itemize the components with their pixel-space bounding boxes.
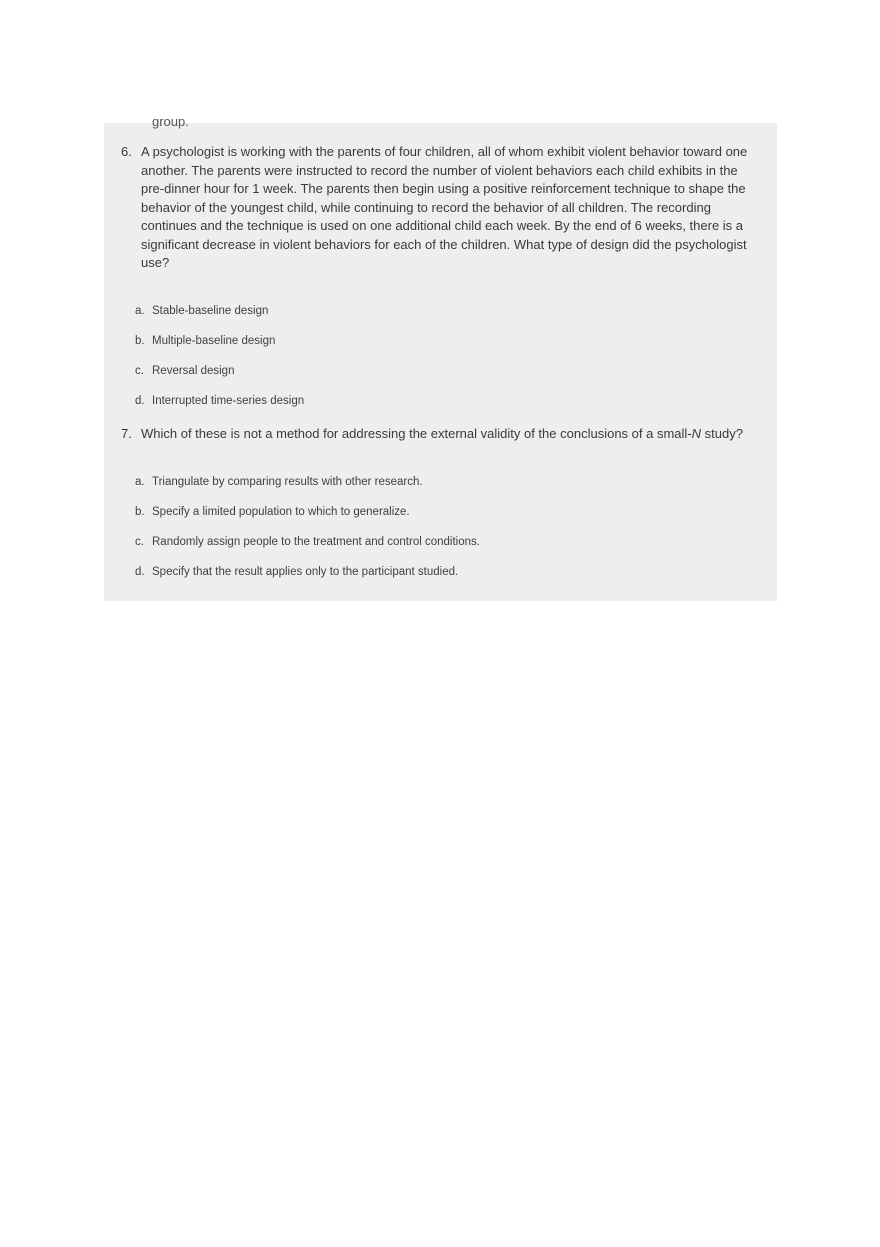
option-text: Specify that the result applies only to the participant studied.: [152, 566, 459, 578]
question-text: Which of these is not a method for addressing the external validity of the conclusions of a small-N study?: [141, 426, 743, 441]
option-text: Stable-baseline design: [152, 305, 269, 317]
option-letter: a.: [135, 476, 145, 488]
option-6a: [135, 304, 268, 319]
option-6c: [135, 364, 234, 379]
option-letter: c.: [135, 365, 144, 377]
question-number: 7.: [121, 426, 132, 441]
question-panel: [104, 114, 777, 601]
question-6: [121, 143, 761, 273]
question-7: [121, 425, 761, 444]
question-text: A psychologist is working with the parents of four children, all of whom exhibit violent behavior toward one another. The parents were instructed to record the number of violent behaviors each child exhibits in the pre-dinner hour for 1 week. The parents then begin using a positive reinforcement technique to shape the behavior of the youngest child, while continuing to record the behavior of all children. The recording continues and the technique is used on one additional child each week. By the end of 6 weeks, there is a significant decrease in violent behaviors for each of the children. What type of design did the psychologist use?: [141, 144, 748, 270]
option-letter: c.: [135, 536, 144, 548]
option-6b: [135, 334, 275, 349]
option-letter: b.: [135, 506, 145, 518]
option-letter: d.: [135, 395, 145, 407]
option-letter: b.: [135, 335, 145, 347]
option-7a: [135, 475, 423, 490]
option-7c: [135, 535, 480, 550]
option-7d: [135, 565, 458, 580]
italic-n: N: [691, 426, 702, 441]
option-letter: a.: [135, 305, 145, 317]
option-7b: [135, 505, 410, 520]
option-text: Multiple-baseline design: [152, 335, 276, 347]
option-letter: d.: [135, 566, 145, 578]
previous-question-fragment: group.: [152, 114, 189, 129]
option-text: Randomly assign people to the treatment and control conditions.: [152, 536, 480, 548]
option-text: Interrupted time-series design: [152, 395, 305, 407]
option-6d: [135, 394, 304, 409]
option-text: Triangulate by comparing results with other research.: [152, 476, 423, 488]
question-number: 6.: [121, 144, 132, 159]
option-text: Reversal design: [152, 365, 235, 377]
option-text: Specify a limited population to which to generalize.: [152, 506, 410, 518]
